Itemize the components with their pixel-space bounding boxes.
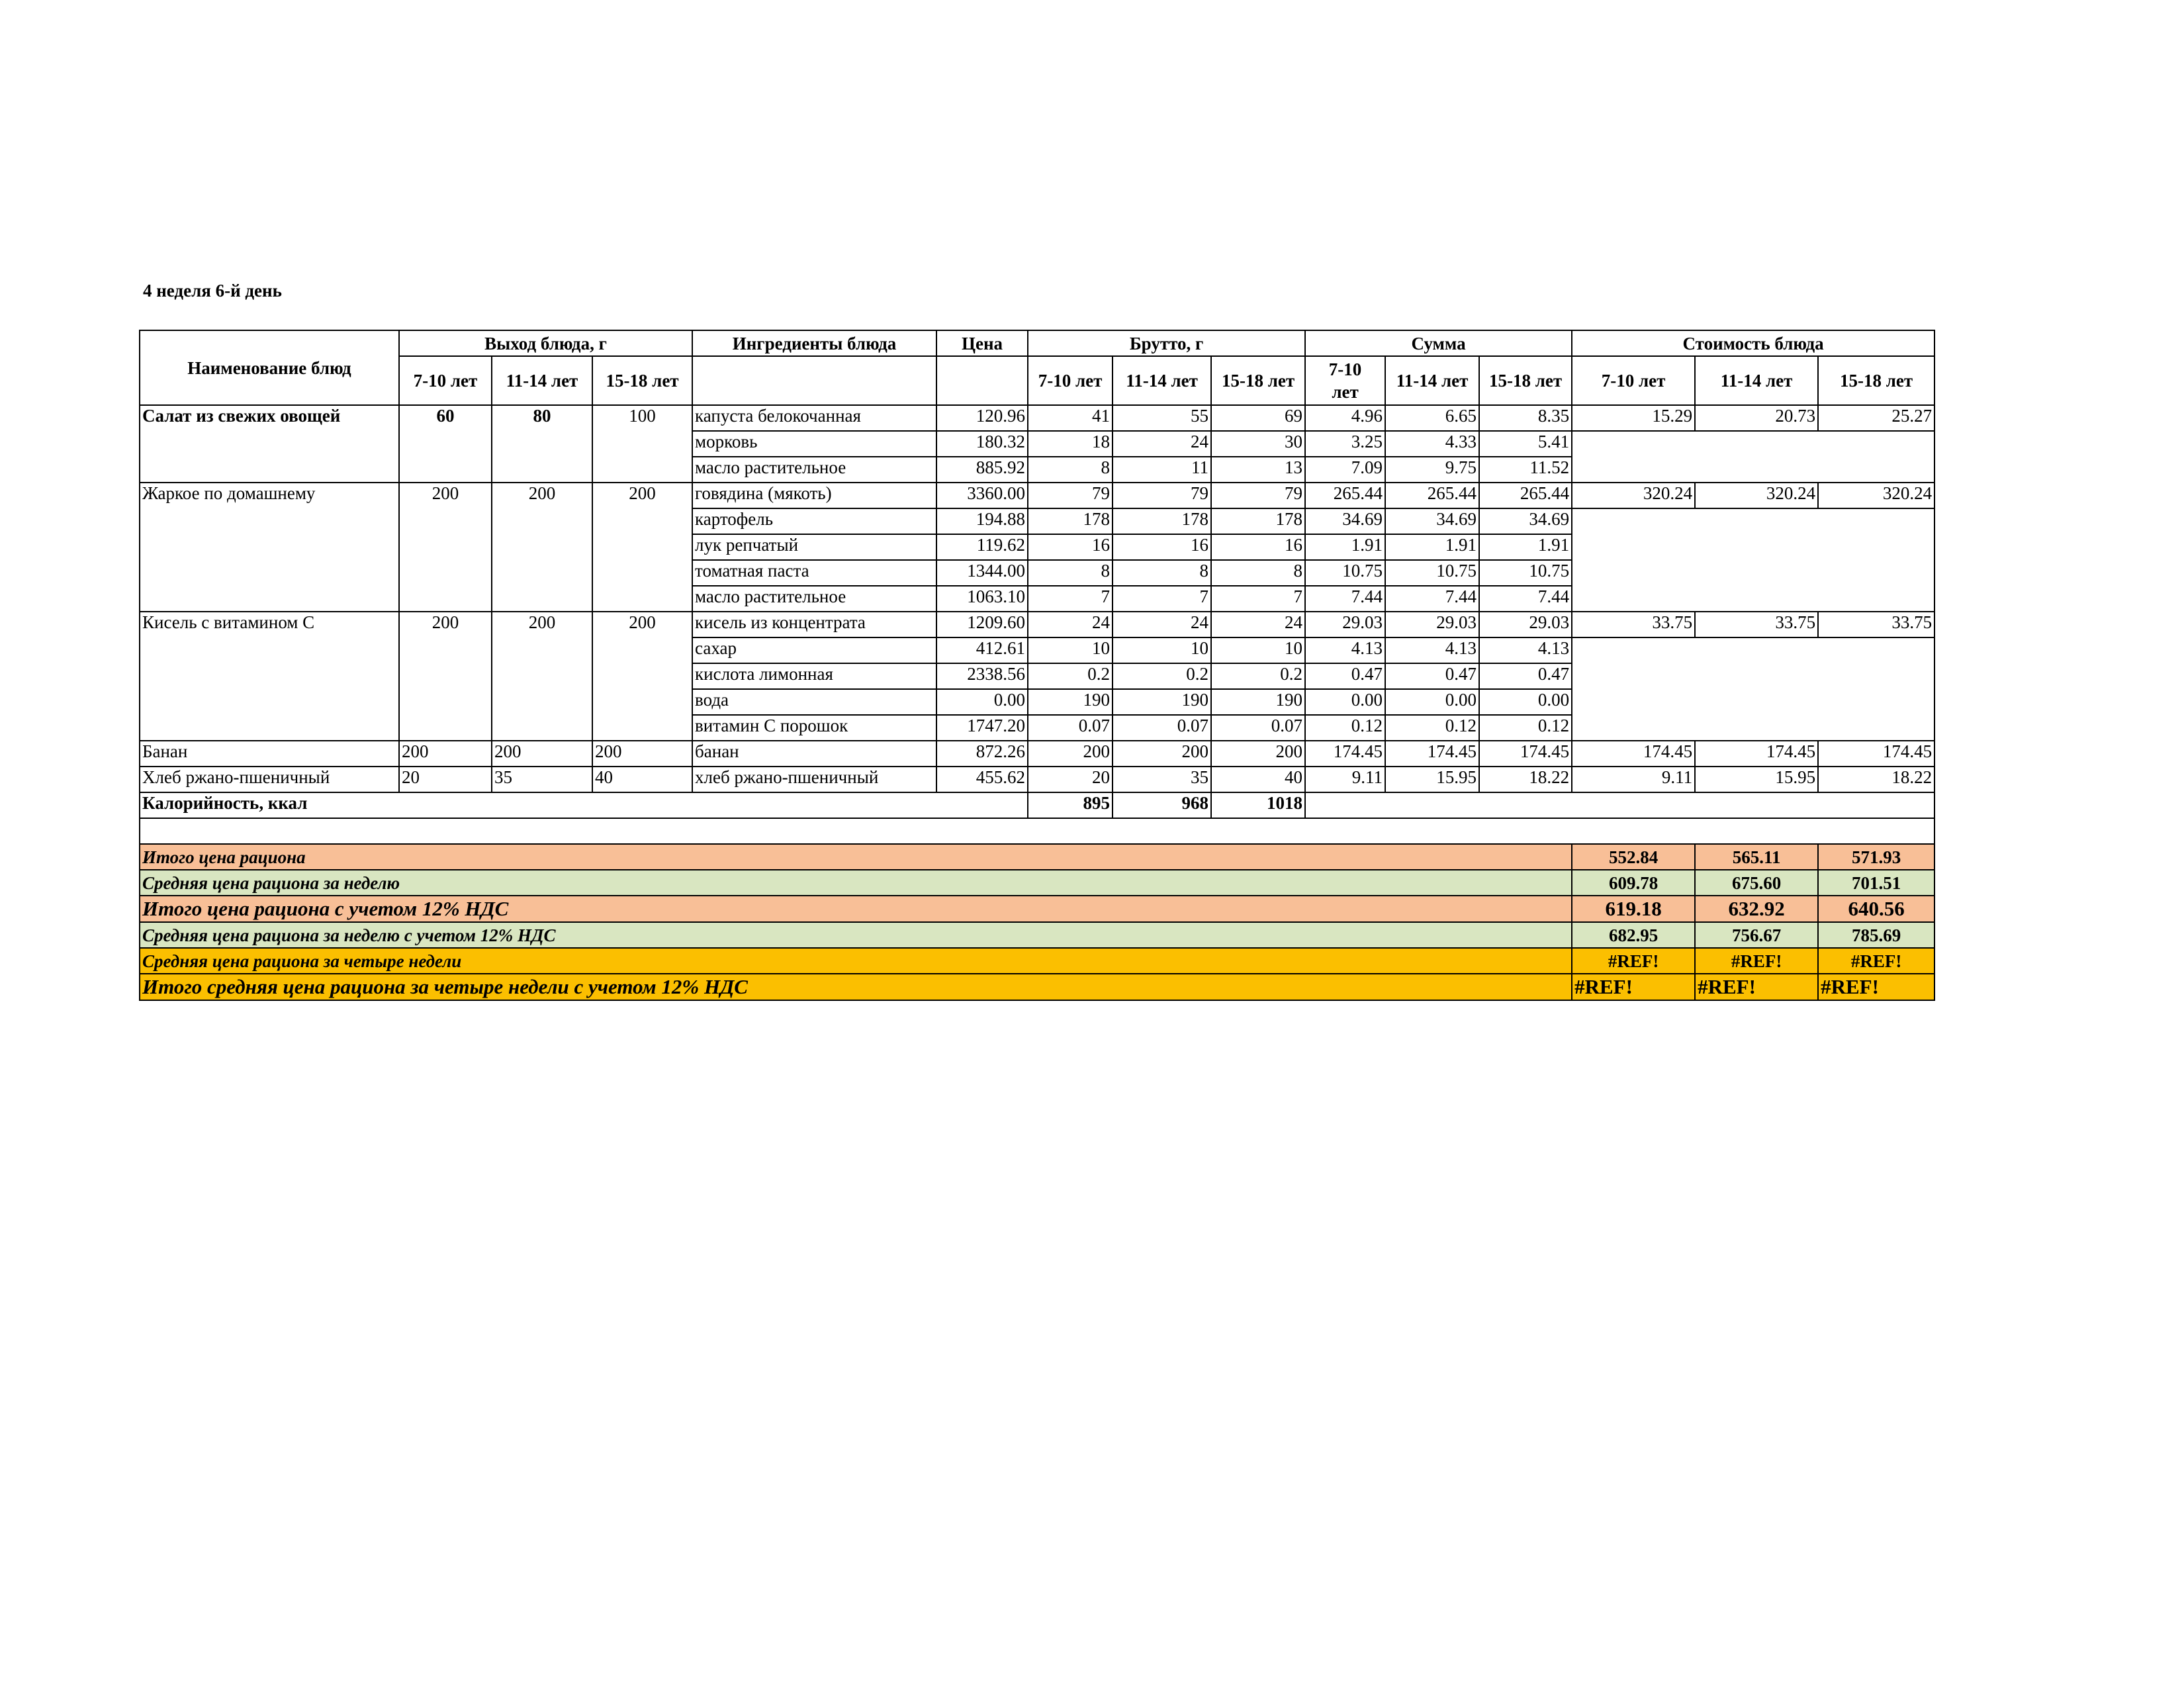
total-row (140, 948, 1934, 974)
gross-15-18: 10 (1211, 637, 1305, 663)
sum-15-18: 8.35 (1479, 405, 1572, 431)
gross-7-10: 190 (1028, 689, 1113, 715)
total-15-18: #REF! (1818, 948, 1934, 974)
ingredient-price: 412.61 (936, 637, 1028, 663)
sum-11-14: 0.47 (1385, 663, 1479, 689)
cost-7-10: 15.29 (1572, 405, 1695, 431)
gross-7-10: 79 (1028, 483, 1113, 508)
calories-label: Калорийность, ккал (140, 792, 1028, 818)
sum-15-18: 5.41 (1479, 431, 1572, 457)
sum-11-14: 0.00 (1385, 689, 1479, 715)
sum-11-14: 15.95 (1385, 767, 1479, 792)
calories-empty (1305, 792, 1934, 818)
total-7-10: #REF! (1572, 974, 1695, 1000)
header-price-empty (936, 356, 1028, 405)
table-row (140, 741, 1934, 767)
gross-15-18: 13 (1211, 457, 1305, 483)
ingredient-name: картофель (692, 508, 936, 534)
ingredient-price: 120.96 (936, 405, 1028, 431)
dish-yield-7-10: 20 (399, 767, 492, 792)
gross-7-10: 20 (1028, 767, 1113, 792)
calories-7-10: 895 (1028, 792, 1113, 818)
gross-11-14: 24 (1113, 431, 1211, 457)
dish-yield-11-14: 80 (492, 405, 592, 483)
total-7-10: #REF! (1572, 948, 1695, 974)
total-row (140, 870, 1934, 896)
ingredient-price: 1209.60 (936, 612, 1028, 637)
sum-7-10: 0.12 (1305, 715, 1385, 741)
sum-7-10: 9.11 (1305, 767, 1385, 792)
gross-11-14: 0.07 (1113, 715, 1211, 741)
ingredient-name: лук репчатый (692, 534, 936, 560)
gross-15-18: 190 (1211, 689, 1305, 715)
ingredient-name: масло растительное (692, 586, 936, 612)
gross-7-10: 178 (1028, 508, 1113, 534)
gross-15-18: 0.2 (1211, 663, 1305, 689)
cost-11-14: 33.75 (1695, 612, 1818, 637)
gross-7-10: 16 (1028, 534, 1113, 560)
header-sum-age-7-10-line2: лет (1332, 382, 1359, 402)
gross-11-14: 79 (1113, 483, 1211, 508)
table-row (140, 483, 1934, 508)
sum-11-14: 174.45 (1385, 741, 1479, 767)
cost-7-10: 9.11 (1572, 767, 1695, 792)
sum-7-10: 29.03 (1305, 612, 1385, 637)
total-15-18: #REF! (1818, 974, 1934, 1000)
dish-yield-15-18: 200 (592, 483, 692, 612)
sum-11-14: 1.91 (1385, 534, 1479, 560)
total-11-14: 565.11 (1695, 844, 1818, 870)
ingredient-name: томатная паста (692, 560, 936, 586)
cost-11-14: 20.73 (1695, 405, 1818, 431)
total-label: Средняя цена рациона за неделю с учетом 12% НДС (140, 922, 1572, 948)
gross-15-18: 79 (1211, 483, 1305, 508)
total-row (140, 844, 1934, 870)
total-label: Итого средняя цена рациона за четыре недели с учетом 12% НДС (140, 974, 1572, 1000)
sum-7-10: 1.91 (1305, 534, 1385, 560)
sum-15-18: 34.69 (1479, 508, 1572, 534)
header-yield: Выход блюда, г (399, 330, 692, 356)
table-row (140, 405, 1934, 431)
dish-yield-11-14: 200 (492, 612, 592, 741)
calories-11-14: 968 (1113, 792, 1211, 818)
dish-name: Жаркое по домашнему (140, 483, 399, 612)
table-row (140, 767, 1934, 792)
blank-cell (140, 818, 1934, 844)
total-15-18: 640.56 (1818, 896, 1934, 922)
header-sum-age-7-10 (1305, 356, 1385, 405)
dish-name: Салат из свежих овощей (140, 405, 399, 483)
calories-15-18: 1018 (1211, 792, 1305, 818)
header-yield-age-11-14: 11-14 лет (492, 356, 592, 405)
ingredient-price: 0.00 (936, 689, 1028, 715)
sum-11-14: 9.75 (1385, 457, 1479, 483)
ingredient-price: 1063.10 (936, 586, 1028, 612)
gross-11-14: 178 (1113, 508, 1211, 534)
ingredient-price: 872.26 (936, 741, 1028, 767)
dish-yield-15-18: 100 (592, 405, 692, 483)
gross-7-10: 200 (1028, 741, 1113, 767)
dish-yield-7-10: 60 (399, 405, 492, 483)
sum-15-18: 0.00 (1479, 689, 1572, 715)
sum-15-18: 1.91 (1479, 534, 1572, 560)
gross-15-18: 24 (1211, 612, 1305, 637)
gross-11-14: 7 (1113, 586, 1211, 612)
sum-7-10: 174.45 (1305, 741, 1385, 767)
header-gross-age-11-14: 11-14 лет (1113, 356, 1211, 405)
cost-7-10: 174.45 (1572, 741, 1695, 767)
gross-7-10: 18 (1028, 431, 1113, 457)
total-7-10: 552.84 (1572, 844, 1695, 870)
dish-yield-15-18: 200 (592, 741, 692, 767)
dish-yield-7-10: 200 (399, 741, 492, 767)
total-7-10: 682.95 (1572, 922, 1695, 948)
ingredient-price: 455.62 (936, 767, 1028, 792)
ingredient-price: 885.92 (936, 457, 1028, 483)
sum-7-10: 0.47 (1305, 663, 1385, 689)
total-11-14: 675.60 (1695, 870, 1818, 896)
sum-15-18: 11.52 (1479, 457, 1572, 483)
cost-11-14: 320.24 (1695, 483, 1818, 508)
header-sum-age-15-18: 15-18 лет (1479, 356, 1572, 405)
sum-15-18: 0.47 (1479, 663, 1572, 689)
gross-11-14: 0.2 (1113, 663, 1211, 689)
header-dish-name: Наименование блюд (140, 330, 399, 405)
ingredient-name: говядина (мякоть) (692, 483, 936, 508)
gross-11-14: 11 (1113, 457, 1211, 483)
sum-15-18: 29.03 (1479, 612, 1572, 637)
ingredient-name: хлеб ржано-пшеничный (692, 767, 936, 792)
sum-11-14: 4.33 (1385, 431, 1479, 457)
cost-7-10: 320.24 (1572, 483, 1695, 508)
sum-7-10: 34.69 (1305, 508, 1385, 534)
cost-15-18: 18.22 (1818, 767, 1934, 792)
sum-11-14: 10.75 (1385, 560, 1479, 586)
total-11-14: #REF! (1695, 948, 1818, 974)
gross-7-10: 10 (1028, 637, 1113, 663)
cost-15-18: 320.24 (1818, 483, 1934, 508)
cost-empty (1572, 637, 1934, 741)
sum-7-10: 4.13 (1305, 637, 1385, 663)
ingredient-price: 119.62 (936, 534, 1028, 560)
sum-15-18: 10.75 (1479, 560, 1572, 586)
gross-15-18: 178 (1211, 508, 1305, 534)
gross-7-10: 0.07 (1028, 715, 1113, 741)
gross-7-10: 7 (1028, 586, 1113, 612)
gross-11-14: 24 (1113, 612, 1211, 637)
total-15-18: 701.51 (1818, 870, 1934, 896)
ingredient-price: 1344.00 (936, 560, 1028, 586)
cost-7-10: 33.75 (1572, 612, 1695, 637)
sum-11-14: 4.13 (1385, 637, 1479, 663)
total-row (140, 922, 1934, 948)
ingredient-price: 180.32 (936, 431, 1028, 457)
header-cost-age-7-10: 7-10 лет (1572, 356, 1695, 405)
header-cost-age-11-14: 11-14 лет (1695, 356, 1818, 405)
header-yield-age-15-18: 15-18 лет (592, 356, 692, 405)
dish-yield-7-10: 200 (399, 612, 492, 741)
cost-empty (1572, 431, 1934, 483)
cost-15-18: 33.75 (1818, 612, 1934, 637)
total-7-10: 609.78 (1572, 870, 1695, 896)
dish-yield-7-10: 200 (399, 483, 492, 612)
sum-15-18: 0.12 (1479, 715, 1572, 741)
header-gross-age-15-18: 15-18 лет (1211, 356, 1305, 405)
header-gross-age-7-10: 7-10 лет (1028, 356, 1113, 405)
ingredient-price: 194.88 (936, 508, 1028, 534)
header-sum-age-11-14: 11-14 лет (1385, 356, 1479, 405)
table-row (140, 612, 1934, 637)
blank-row (140, 818, 1934, 844)
cost-15-18: 25.27 (1818, 405, 1934, 431)
dish-name: Кисель с витамином С (140, 612, 399, 741)
total-label: Средняя цена рациона за неделю (140, 870, 1572, 896)
total-11-14: #REF! (1695, 974, 1818, 1000)
sum-15-18: 7.44 (1479, 586, 1572, 612)
dish-name: Банан (140, 741, 399, 767)
sum-11-14: 7.44 (1385, 586, 1479, 612)
header-yield-age-7-10: 7-10 лет (399, 356, 492, 405)
ingredient-price: 2338.56 (936, 663, 1028, 689)
calories-row (140, 792, 1934, 818)
header-row-1 (140, 330, 1934, 356)
dish-yield-11-14: 200 (492, 741, 592, 767)
sum-15-18: 4.13 (1479, 637, 1572, 663)
ingredient-name: морковь (692, 431, 936, 457)
sum-11-14: 34.69 (1385, 508, 1479, 534)
sum-11-14: 6.65 (1385, 405, 1479, 431)
gross-11-14: 35 (1113, 767, 1211, 792)
total-row (140, 974, 1934, 1000)
gross-7-10: 0.2 (1028, 663, 1113, 689)
header-price: Цена (936, 330, 1028, 356)
dish-yield-11-14: 200 (492, 483, 592, 612)
ingredient-name: сахар (692, 637, 936, 663)
gross-15-18: 40 (1211, 767, 1305, 792)
sum-11-14: 29.03 (1385, 612, 1479, 637)
sum-11-14: 265.44 (1385, 483, 1479, 508)
ingredient-price: 3360.00 (936, 483, 1028, 508)
gross-11-14: 190 (1113, 689, 1211, 715)
gross-11-14: 200 (1113, 741, 1211, 767)
total-11-14: 756.67 (1695, 922, 1818, 948)
gross-7-10: 8 (1028, 560, 1113, 586)
dish-yield-15-18: 40 (592, 767, 692, 792)
header-sum-age-7-10-line1: 7-10 (1328, 359, 1362, 379)
page-title: 4 неделя 6-й день (143, 281, 282, 301)
total-row (140, 896, 1934, 922)
gross-11-14: 55 (1113, 405, 1211, 431)
ingredient-name: капуста белокочанная (692, 405, 936, 431)
gross-7-10: 41 (1028, 405, 1113, 431)
gross-15-18: 0.07 (1211, 715, 1305, 741)
dish-yield-15-18: 200 (592, 612, 692, 741)
header-sum: Сумма (1305, 330, 1572, 356)
sum-15-18: 174.45 (1479, 741, 1572, 767)
gross-11-14: 8 (1113, 560, 1211, 586)
total-7-10: 619.18 (1572, 896, 1695, 922)
ingredient-name: кисель из концентрата (692, 612, 936, 637)
sum-15-18: 18.22 (1479, 767, 1572, 792)
total-label: Средняя цена рациона за четыре недели (140, 948, 1572, 974)
header-gross: Брутто, г (1028, 330, 1305, 356)
gross-15-18: 16 (1211, 534, 1305, 560)
total-label: Итого цена рациона с учетом 12% НДС (140, 896, 1572, 922)
total-11-14: 632.92 (1695, 896, 1818, 922)
sum-11-14: 0.12 (1385, 715, 1479, 741)
sum-7-10: 0.00 (1305, 689, 1385, 715)
gross-11-14: 16 (1113, 534, 1211, 560)
header-ingredients: Ингредиенты блюда (692, 330, 936, 356)
menu-cost-table (139, 330, 1935, 1001)
cost-11-14: 15.95 (1695, 767, 1818, 792)
sum-7-10: 4.96 (1305, 405, 1385, 431)
gross-11-14: 10 (1113, 637, 1211, 663)
ingredient-name: масло растительное (692, 457, 936, 483)
gross-15-18: 30 (1211, 431, 1305, 457)
header-cost-age-15-18: 15-18 лет (1818, 356, 1934, 405)
gross-15-18: 69 (1211, 405, 1305, 431)
sum-7-10: 10.75 (1305, 560, 1385, 586)
header-row-2 (140, 356, 1934, 405)
sum-15-18: 265.44 (1479, 483, 1572, 508)
ingredient-name: кислота лимонная (692, 663, 936, 689)
total-15-18: 571.93 (1818, 844, 1934, 870)
gross-15-18: 8 (1211, 560, 1305, 586)
gross-15-18: 7 (1211, 586, 1305, 612)
gross-15-18: 200 (1211, 741, 1305, 767)
header-cost: Стоимость блюда (1572, 330, 1934, 356)
ingredient-name: банан (692, 741, 936, 767)
cost-11-14: 174.45 (1695, 741, 1818, 767)
total-15-18: 785.69 (1818, 922, 1934, 948)
dish-name: Хлеб ржано-пшеничный (140, 767, 399, 792)
sum-7-10: 265.44 (1305, 483, 1385, 508)
sum-7-10: 3.25 (1305, 431, 1385, 457)
dish-yield-11-14: 35 (492, 767, 592, 792)
ingredient-price: 1747.20 (936, 715, 1028, 741)
sum-7-10: 7.09 (1305, 457, 1385, 483)
ingredient-name: витамин С порошок (692, 715, 936, 741)
header-ingredients-empty (692, 356, 936, 405)
total-label: Итого цена рациона (140, 844, 1572, 870)
cost-empty (1572, 508, 1934, 612)
sum-7-10: 7.44 (1305, 586, 1385, 612)
cost-15-18: 174.45 (1818, 741, 1934, 767)
gross-7-10: 8 (1028, 457, 1113, 483)
gross-7-10: 24 (1028, 612, 1113, 637)
ingredient-name: вода (692, 689, 936, 715)
